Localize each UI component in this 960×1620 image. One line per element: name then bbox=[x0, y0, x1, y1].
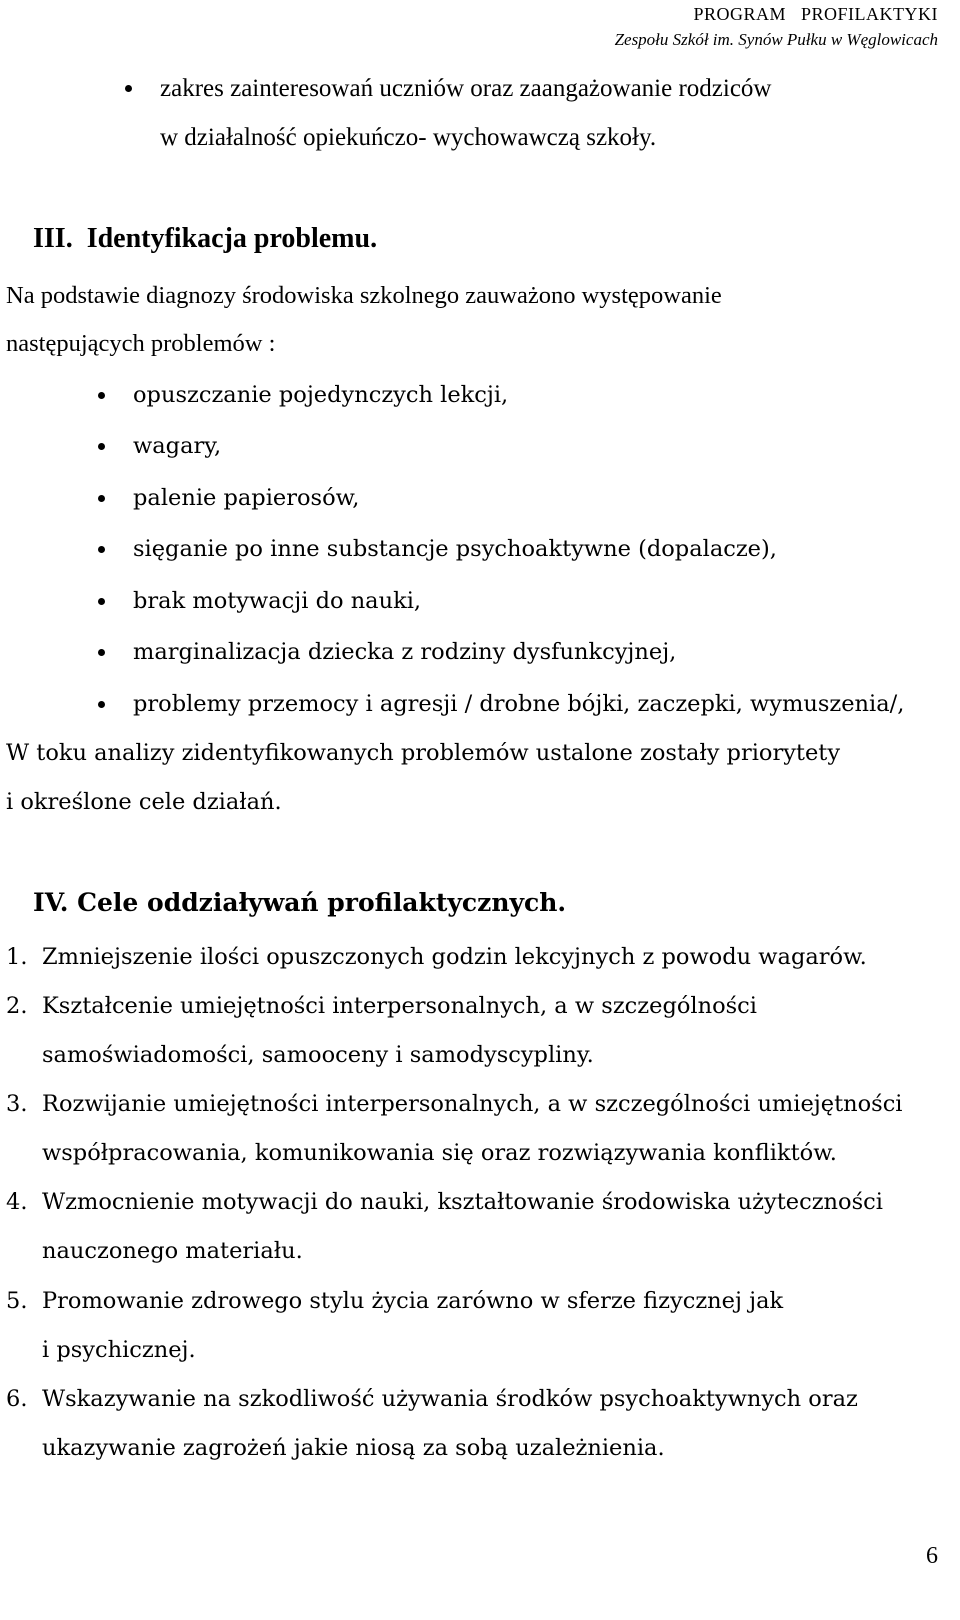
goal-number: 5. bbox=[6, 1288, 28, 1314]
section-3-conclusion-line-1: W toku analizy zidentyfikowanych problemów ustalone zostały priorytety bbox=[6, 740, 841, 766]
running-header bbox=[615, 2, 938, 52]
goal-text-line: Wskazywanie na szkodliwość używania środków psychoaktywnych oraz bbox=[42, 1386, 858, 1412]
goal-text-line: Kształcenie umiejętności interpersonalnych, a w szczególności bbox=[42, 993, 757, 1019]
goal-text-line: nauczonego materiału. bbox=[42, 1238, 303, 1264]
goal-number: 2. bbox=[6, 993, 28, 1019]
bullet-dot bbox=[98, 392, 105, 399]
section-3-intro-line-2: następujących problemów : bbox=[6, 330, 276, 357]
bullet-dot bbox=[98, 546, 105, 553]
goal-text-line: Zmniejszenie ilości opuszczonych godzin lekcyjnych z powodu wagarów. bbox=[42, 944, 867, 970]
goal-text-line: Wzmocnienie motywacji do nauki, kształtowanie środowiska użyteczności bbox=[42, 1189, 883, 1215]
bullet-dot bbox=[98, 649, 105, 656]
section-3-heading: III. Identyfikacja problemu. bbox=[33, 223, 378, 254]
bullet-dot bbox=[125, 85, 132, 92]
section-3-conclusion-line-2: i określone cele działań. bbox=[6, 789, 282, 815]
goal-text-line: współpracowania, komunikowania się oraz rozwiązywania konfliktów. bbox=[42, 1140, 837, 1166]
bullet-dot bbox=[98, 701, 105, 708]
problem-item: wagary, bbox=[133, 433, 222, 459]
goal-number: 4. bbox=[6, 1189, 28, 1215]
intro-bullet-line-1: zakres zainteresowań uczniów oraz zaangażowanie rodziców bbox=[160, 75, 772, 102]
goal-text-line: samoświadomości, samooceny i samodyscypliny. bbox=[42, 1042, 594, 1068]
section-3-intro-line-1: Na podstawie diagnozy środowiska szkolnego zauważono występowanie bbox=[6, 282, 722, 309]
problem-item: palenie papierosów, bbox=[133, 485, 360, 511]
header-title: PROGRAM PROFILAKTYKI bbox=[693, 4, 938, 24]
bullet-dot bbox=[98, 443, 105, 450]
goal-number: 3. bbox=[6, 1091, 28, 1117]
goal-text-line: Rozwijanie umiejętności interpersonalnych, a w szczególności umiejętności bbox=[42, 1091, 903, 1117]
problem-item: opuszczanie pojedynczych lekcji, bbox=[133, 382, 509, 408]
problem-item: problemy przemocy i agresji / drobne bójki, zaczepki, wymuszenia/, bbox=[133, 691, 905, 717]
header-school: Zespołu Szkół im. Synów Pułku w Węglowicach bbox=[614, 30, 938, 49]
bullet-dot bbox=[98, 598, 105, 605]
section-4-heading: IV. Cele oddziaływań profilaktycznych. bbox=[33, 888, 567, 917]
problem-item: marginalizacja dziecka z rodziny dysfunkcyjnej, bbox=[133, 639, 677, 665]
problem-item: brak motywacji do nauki, bbox=[133, 588, 422, 614]
page-number: 6 bbox=[926, 1543, 938, 1569]
problem-item: sięganie po inne substancje psychoaktywne (dopalacze), bbox=[133, 536, 777, 562]
goal-number: 6. bbox=[6, 1386, 28, 1412]
goal-text-line: i psychicznej. bbox=[42, 1337, 196, 1363]
intro-bullet-line-2: w działalność opiekuńczo- wychowawczą szkoły. bbox=[160, 124, 657, 151]
goal-text-line: ukazywanie zagrożeń jakie niosą za sobą uzależnienia. bbox=[42, 1435, 665, 1461]
bullet-dot bbox=[98, 495, 105, 502]
goal-text-line: Promowanie zdrowego stylu życia zarówno w sferze fizycznej jak bbox=[42, 1288, 784, 1314]
goal-number: 1. bbox=[6, 944, 28, 970]
